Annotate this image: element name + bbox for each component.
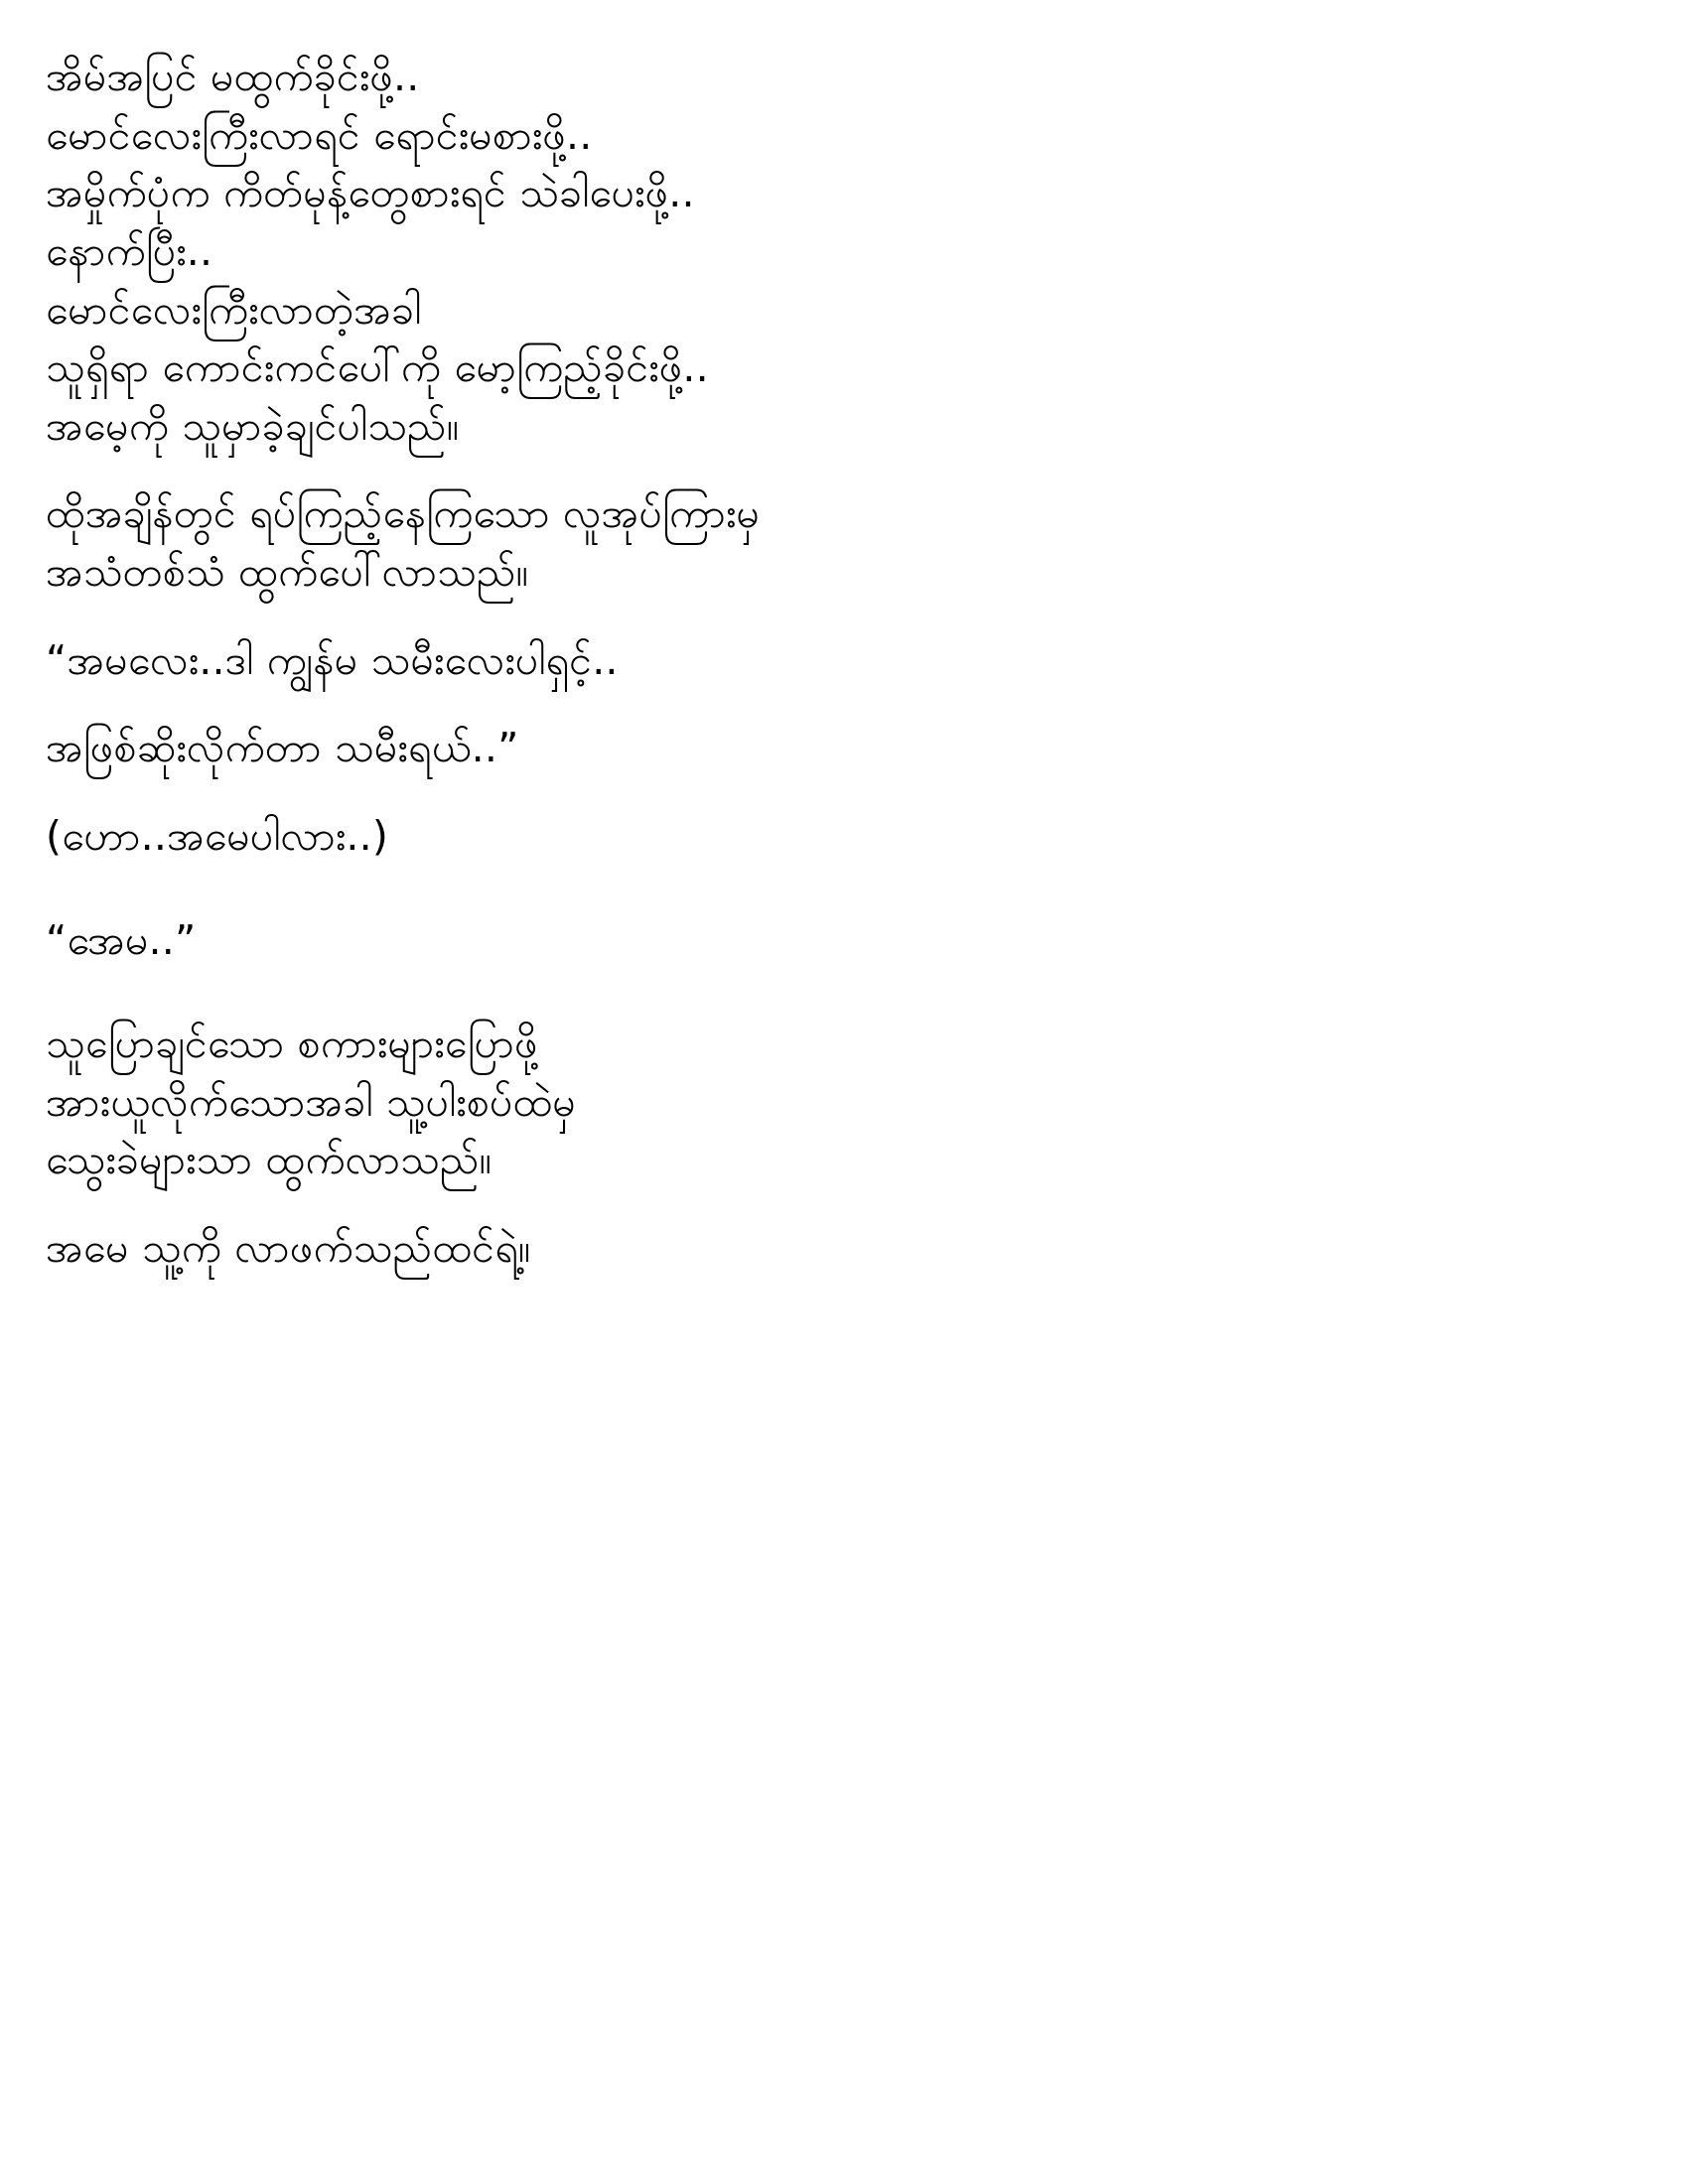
text-line: သူပြောချင်သော စကားများပြောဖို့ (46, 1020, 538, 1068)
text-line: အားယူလိုက်သောအခါ သူ့ပါးစပ်ထဲမှ (46, 1077, 577, 1126)
text-line: အသံတစ်သံ ထွက်ပေါ်လာသည်။ (46, 548, 529, 596)
text-line: အိမ်အပြင် မထွက်ခိုင်းဖို့.. (46, 53, 420, 100)
dialogue-block (46, 895, 1217, 970)
text-line: “အေမ..” (46, 915, 197, 964)
paragraph-block (46, 484, 1217, 601)
dialogue-block (46, 631, 1217, 690)
spacer (46, 999, 1217, 1015)
aside-block (46, 807, 1217, 866)
text-line: အမေ့ကို သူမှာခဲ့ချင်ပါသည်။ (46, 401, 460, 450)
text-line: နောက်ပြီး.. (46, 226, 213, 275)
spacer (46, 895, 1217, 911)
text-line: “အမလေး..ဒါ ကျွန်မ သမီးလေးပါရှင့်.. (46, 635, 619, 684)
text-line: (ဟော..အမေပါလား..) (46, 811, 389, 860)
text-line: မောင်လေးကြီးလာရင် ရောင်းမစားဖို့.. (46, 110, 593, 159)
text-line: မောင်လေးကြီးလာတဲ့အခါ (46, 285, 422, 334)
paragraph-block (46, 48, 1217, 455)
paragraph-block (46, 1219, 1217, 1278)
text-line: အမှိုက်ပုံက ကိတ်မုန့်တွေစားရင် သဲခါပေးဖို့.. (46, 169, 695, 217)
dialogue-block (46, 719, 1217, 777)
document-body (46, 48, 1217, 1278)
text-line: သူရှိရာ ကောင်းကင်ပေါ်ကို မော့ကြည့်ခိုင်းဖို့.. (46, 343, 709, 392)
text-line: သွေးခဲများသာ ထွက်လာသည်။ (46, 1136, 492, 1184)
text-line: အဖြစ်ဆိုးလိုက်တာ သမီးရယ်..” (46, 724, 519, 772)
text-line: ထိုအချိန်တွင် ရပ်ကြည့်နေကြသော လူအုပ်ကြားမှ (46, 489, 761, 538)
paragraph-block (46, 999, 1217, 1189)
text-line: အမေ သူ့ကို လာဖက်သည်ထင်ရဲ့။ (46, 1224, 531, 1272)
